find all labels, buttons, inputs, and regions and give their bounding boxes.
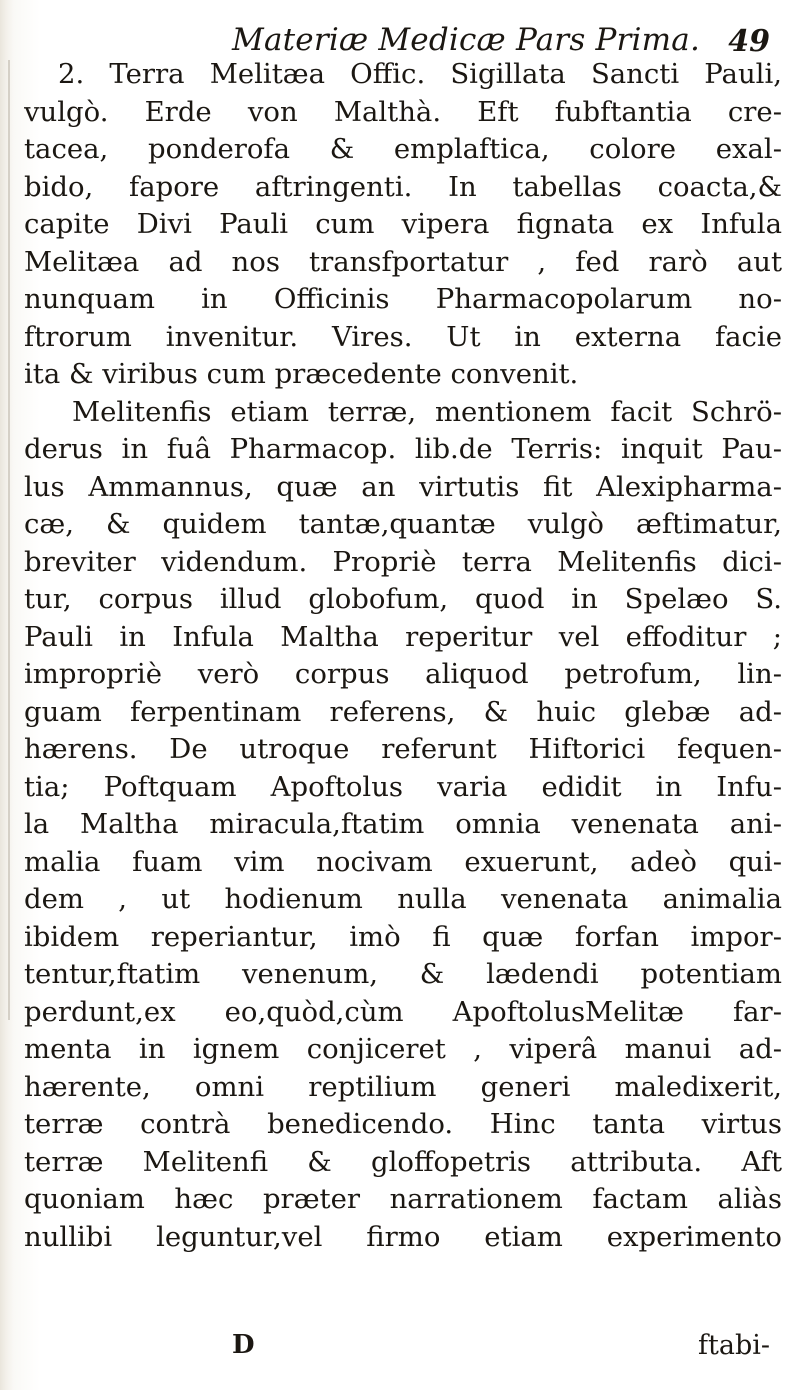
text-line: terræ contrà benedicendo. Hinc tanta virtus — [24, 1108, 782, 1140]
text-line: nullibi leguntur,vel firmo etiam experimento — [24, 1220, 782, 1253]
running-title: Materiæ Medicæ Pars Prima. — [232, 22, 701, 58]
text-line: impropriè verò corpus aliquod petrofum, lin- — [24, 658, 782, 690]
body-text — [24, 56, 782, 1256]
text-line: Melitenfis etiam terræ, mentionem facit Schrö- — [72, 395, 782, 428]
signature-mark: D — [232, 1330, 255, 1360]
text-line: guam ferpentinam referens, & huic glebæ ad- — [24, 695, 782, 728]
catchword: ftabi- — [698, 1330, 770, 1361]
binding-gutter — [8, 60, 10, 1020]
text-line: hærens. De utroque referunt Hiftorici fequen- — [24, 733, 782, 765]
text-line: breviter videndum. Propriè terra Melitenfis dici- — [24, 545, 782, 578]
text-line: nunquam in Officinis Pharmacopolarum no- — [24, 283, 782, 315]
text-line: quoniam hæc præter narrationem factam aliàs — [24, 1183, 782, 1215]
text-line: tentur,ftatim venenum, & lædendi potentiam — [24, 958, 782, 990]
text-line: Melitæa ad nos transfportatur , fed rarò aut — [24, 245, 782, 278]
text-line: tacea, ponderofa & emplaftica, colore exal- — [24, 133, 782, 165]
text-line: Pauli in Infula Maltha reperitur vel effoditur ; — [24, 620, 782, 653]
text-line: lus Ammannus, quæ an virtutis fit Alexipharma- — [24, 470, 782, 503]
text-line: cæ, & quidem tantæ,quantæ vulgò æftimatur, — [24, 508, 782, 540]
text-line: 2. Terra Melitæa Offic. Sigillata Sancti Pauli, — [58, 58, 782, 90]
text-line: la Maltha miracula,ftatim omnia venenata ani- — [24, 808, 782, 840]
text-line: bido, fapore aftringenti. In tabellas coacta,& — [24, 170, 782, 203]
text-line: capite Divi Pauli cum vipera fignata ex Infula — [24, 208, 782, 240]
text-line: terræ Melitenfi & gloffopetris attributa. Aft — [24, 1145, 782, 1178]
text-line: tia; Poftquam Apoftolus varia edidit in Infu- — [24, 770, 782, 803]
text-line: malia fuam vim nocivam exuerunt, adeò qui- — [24, 845, 782, 878]
page-number: 49 — [728, 24, 770, 59]
text-line: dem , ut hodienum nulla venenata animalia — [24, 883, 782, 915]
text-line: ftrorum invenitur. Vires. Ut in externa facie — [24, 320, 782, 353]
text-line: hærente, omni reptilium generi maledixerit, — [24, 1070, 782, 1103]
page-footer — [0, 1330, 800, 1370]
text-line: ibidem reperiantur, imò fi quæ forfan impor- — [24, 920, 782, 953]
text-line: derus in fuâ Pharmacop. lib.de Terris: inquit Pau- — [24, 433, 782, 465]
text-line: ita & viribus cum præcedente convenit. — [24, 358, 579, 390]
text-line: vulgò. Erde von Malthà. Eft fubftantia cre- — [24, 95, 782, 128]
text-line: perdunt,ex eo,quòd,cùm ApoftolusMelitæ far- — [24, 995, 782, 1028]
text-line: menta in ignem conjiceret , viperâ manui ad- — [24, 1033, 782, 1065]
text-line: tur, corpus illud globofum, quod in Spelæo S. — [24, 583, 782, 615]
